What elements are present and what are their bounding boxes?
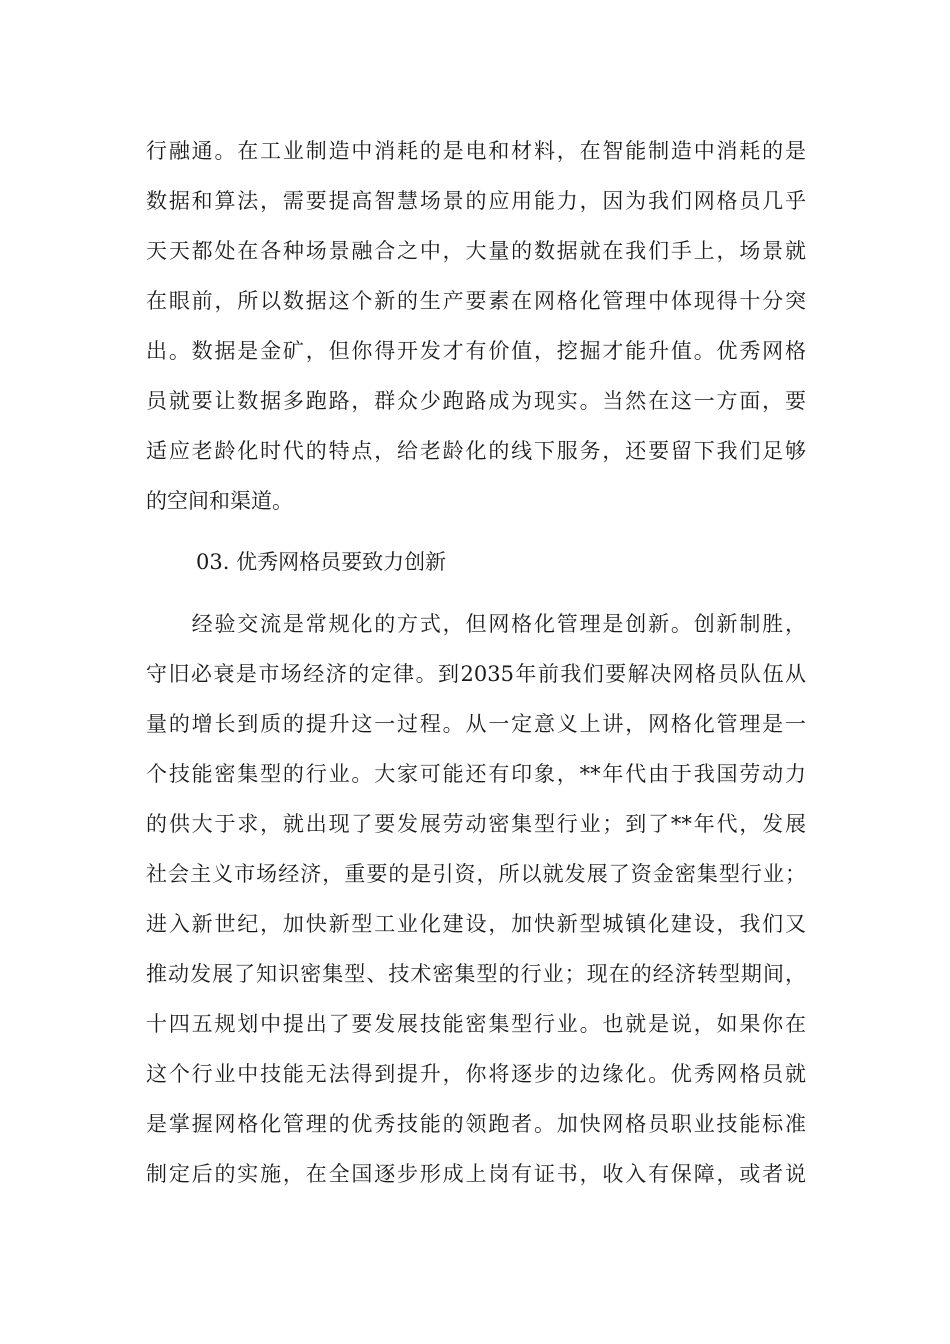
paragraph-line: 行融通。在工业制造中消耗的是电和材料，在智能制造中消耗的是: [146, 139, 806, 163]
paragraph-line: 十四五规划中提出了要发展技能密集型行业。也就是说，如果你在: [146, 1012, 806, 1036]
paragraph-line: 社会主义市场经济，重要的是引资，所以就发展了资金密集型行业；: [146, 862, 806, 886]
paragraph-line: 适应老龄化时代的特点，给老龄化的线下服务，还要留下我们足够: [146, 439, 806, 463]
paragraph-line: 员就要让数据多跑路，群众少跑路成为现实。当然在这一方面，要: [146, 389, 806, 413]
paragraph-innovation: [146, 599, 806, 1199]
paragraph-line: 的供大于求，就出现了要发展劳动密集型行业；到了**年代，发展: [146, 812, 806, 836]
paragraph-line: 出。数据是金矿，但你得开发才有价值，挖掘才能升值。优秀网格: [146, 339, 806, 363]
paragraph-line: 量的增长到质的提升这一过程。从一定意义上讲，网格化管理是一: [146, 712, 806, 736]
paragraph-line: 个技能密集型的行业。大家可能还有印象，**年代由于我国劳动力: [146, 762, 806, 786]
paragraph-line: 天天都处在各种场景融合之中，大量的数据就在我们手上，场景就: [146, 239, 806, 263]
section-heading-block: [146, 537, 806, 587]
paragraph-line: 在眼前，所以数据这个新的生产要素在网格化管理中体现得十分突: [146, 289, 806, 313]
paragraph-line: 这个行业中技能无法得到提升，你将逐步的边缘化。优秀网格员就: [146, 1062, 806, 1086]
paragraph-line: 数据和算法，需要提高智慧场景的应用能力，因为我们网格员几乎: [146, 189, 806, 213]
paragraph-line: 推动发展了知识密集型、技术密集型的行业；现在的经济转型期间，: [146, 962, 806, 986]
paragraph-line: 的空间和渠道。: [146, 489, 293, 513]
paragraph-data-element: [146, 126, 806, 526]
paragraph-line: 是掌握网格化管理的优秀技能的领跑者。加快网格员职业技能标准: [146, 1112, 806, 1136]
section-heading: 03. 优秀网格员要致力创新: [196, 550, 447, 574]
paragraph-line: 进入新世纪，加快新型工业化建设，加快新型城镇化建设，我们又: [146, 912, 806, 936]
paragraph-line: 制定后的实施，在全国逐步形成上岗有证书，收入有保障，或者说: [146, 1162, 806, 1186]
paragraph-line: 守旧必衰是市场经济的定律。到2035年前我们要解决网格员队伍从: [146, 662, 806, 686]
paragraph-line: 经验交流是常规化的方式，但网格化管理是创新。创新制胜，: [146, 612, 806, 636]
